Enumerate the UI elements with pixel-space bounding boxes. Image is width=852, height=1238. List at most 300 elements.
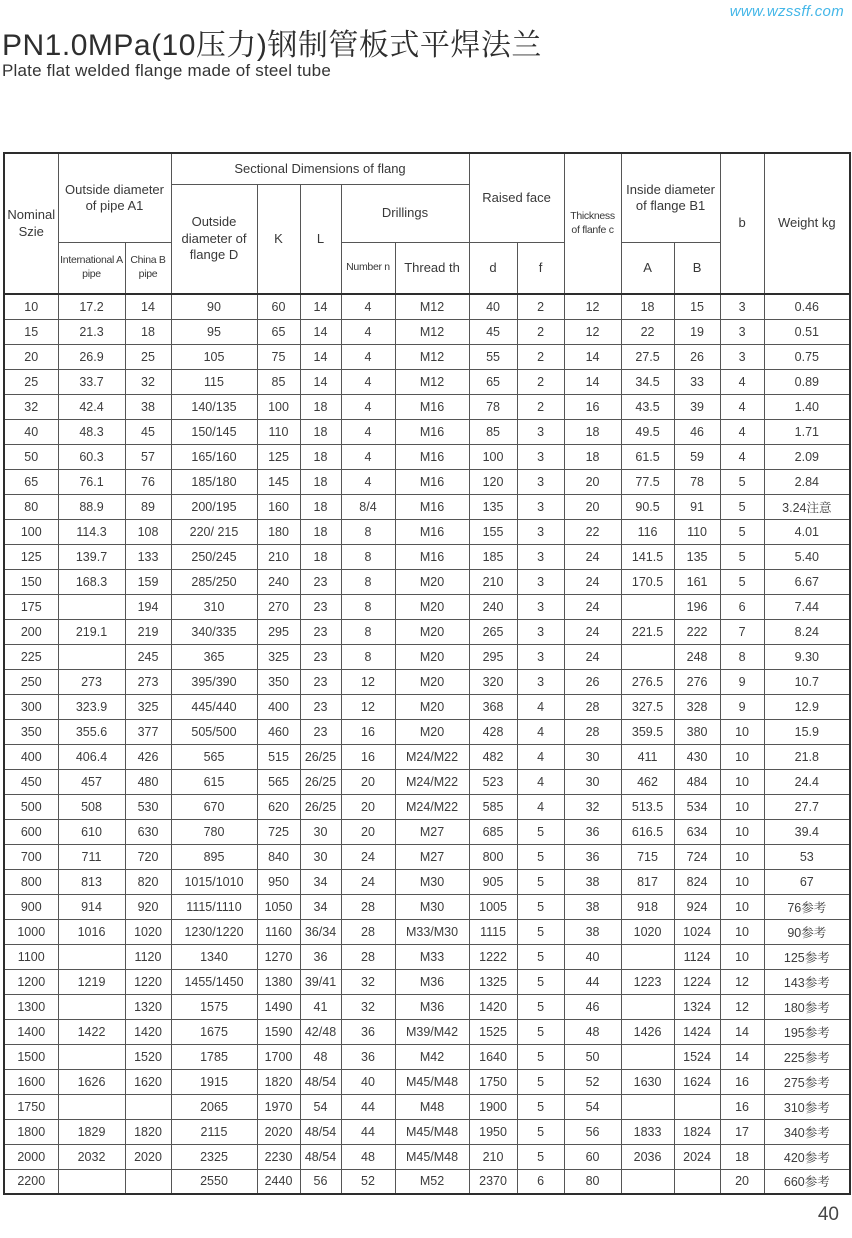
table-cell: 20 — [564, 469, 621, 494]
table-cell: 24 — [341, 869, 395, 894]
flange-spec-table — [3, 152, 851, 1195]
table-row — [4, 1119, 850, 1144]
table-row — [4, 744, 850, 769]
table-cell: 700 — [4, 844, 58, 869]
table-cell: 2230 — [257, 1144, 300, 1169]
table-cell: 33 — [674, 369, 720, 394]
table-cell: 135 — [469, 494, 517, 519]
table-cell: 159 — [125, 569, 171, 594]
table-cell: 14 — [720, 1019, 764, 1044]
table-cell: 0.75 — [764, 344, 850, 369]
table-cell: 30 — [300, 819, 341, 844]
table-cell: 44 — [341, 1119, 395, 1144]
table-cell: M20 — [395, 569, 469, 594]
table-cell: 18 — [300, 494, 341, 519]
table-cell: 1220 — [125, 969, 171, 994]
table-cell: 6.67 — [764, 569, 850, 594]
table-cell: 1115 — [469, 919, 517, 944]
table-cell: 428 — [469, 719, 517, 744]
table-cell: 25 — [4, 369, 58, 394]
table-cell: 116 — [621, 519, 674, 544]
table-cell: 3 — [517, 444, 564, 469]
table-cell: 219 — [125, 619, 171, 644]
table-cell: 1575 — [171, 994, 257, 1019]
table-cell: 16 — [720, 1094, 764, 1119]
table-row — [4, 994, 850, 1019]
table-cell: 38 — [564, 894, 621, 919]
table-cell: 46 — [674, 419, 720, 444]
table-cell: 1626 — [58, 1069, 125, 1094]
table-cell: 4 — [341, 444, 395, 469]
table-cell: 406.4 — [58, 744, 125, 769]
table-cell: 23 — [300, 594, 341, 619]
table-cell: 1000 — [4, 919, 58, 944]
table-cell: 273 — [125, 669, 171, 694]
table-cell: 50 — [564, 1044, 621, 1069]
table-cell: 14 — [564, 369, 621, 394]
table-cell: 89 — [125, 494, 171, 519]
table-cell: 950 — [257, 869, 300, 894]
table-cell: 368 — [469, 694, 517, 719]
table-cell: 2325 — [171, 1144, 257, 1169]
table-cell: 1750 — [4, 1094, 58, 1119]
table-cell: 1620 — [125, 1069, 171, 1094]
table-cell: M45/M48 — [395, 1144, 469, 1169]
table-cell: M48 — [395, 1094, 469, 1119]
table-cell: M16 — [395, 494, 469, 519]
table-cell: 150 — [4, 569, 58, 594]
table-cell: 1.71 — [764, 419, 850, 444]
table-cell: 10 — [720, 744, 764, 769]
table-cell: 4 — [517, 769, 564, 794]
table-cell: 18 — [300, 394, 341, 419]
table-cell: 240 — [469, 594, 517, 619]
table-cell: 77.5 — [621, 469, 674, 494]
table-cell: 285/250 — [171, 569, 257, 594]
table-cell: 6 — [517, 1169, 564, 1194]
table-cell: 1950 — [469, 1119, 517, 1144]
table-cell: 1900 — [469, 1094, 517, 1119]
table-cell: 20 — [720, 1169, 764, 1194]
table-cell: 1224 — [674, 969, 720, 994]
table-cell: 26 — [674, 344, 720, 369]
table-cell: 3 — [720, 344, 764, 369]
table-cell: 36 — [564, 819, 621, 844]
table-cell: 585 — [469, 794, 517, 819]
table-cell: 30 — [564, 744, 621, 769]
table-cell: 500 — [4, 794, 58, 819]
table-cell: 0.46 — [764, 294, 850, 319]
table-cell: 24 — [564, 644, 621, 669]
table-cell: 30 — [300, 844, 341, 869]
table-cell — [58, 644, 125, 669]
table-cell: 8 — [341, 569, 395, 594]
table-cell: 2032 — [58, 1144, 125, 1169]
table-row — [4, 1019, 850, 1044]
spec-table-body — [4, 294, 850, 1194]
table-cell: 1675 — [171, 1019, 257, 1044]
table-row — [4, 444, 850, 469]
table-cell: 175 — [4, 594, 58, 619]
table-cell: 270 — [257, 594, 300, 619]
table-cell: 219.1 — [58, 619, 125, 644]
col-header-outside-pipe-a1: Outside diameter of pipe A1 — [58, 153, 171, 242]
table-row — [4, 669, 850, 694]
table-cell: 1785 — [171, 1044, 257, 1069]
table-cell: 14 — [564, 344, 621, 369]
table-row — [4, 844, 850, 869]
table-cell: 48 — [341, 1144, 395, 1169]
table-cell: 3.24注意 — [764, 494, 850, 519]
table-cell: 28 — [564, 719, 621, 744]
table-cell: 36 — [341, 1019, 395, 1044]
table-cell: 10 — [720, 894, 764, 919]
table-cell: 505/500 — [171, 719, 257, 744]
table-cell: 18 — [621, 294, 674, 319]
table-cell: 310参考 — [764, 1094, 850, 1119]
table-cell: 22 — [621, 319, 674, 344]
table-cell: 60 — [257, 294, 300, 319]
website-watermark: www.wzssff.com — [729, 3, 844, 20]
table-cell: 45 — [469, 319, 517, 344]
table-cell: 4 — [341, 469, 395, 494]
table-cell — [621, 994, 674, 1019]
col-header-thread-th: Thread th — [395, 242, 469, 294]
table-cell: M16 — [395, 544, 469, 569]
table-cell: 26.9 — [58, 344, 125, 369]
table-cell: 905 — [469, 869, 517, 894]
table-cell: 248 — [674, 644, 720, 669]
table-cell: 462 — [621, 769, 674, 794]
table-cell: 76.1 — [58, 469, 125, 494]
table-cell: 670 — [171, 794, 257, 819]
table-cell: 52 — [341, 1169, 395, 1194]
table-cell: 240 — [257, 569, 300, 594]
table-cell: 426 — [125, 744, 171, 769]
table-cell: 14 — [300, 369, 341, 394]
table-cell: 59 — [674, 444, 720, 469]
table-cell: 49.5 — [621, 419, 674, 444]
table-cell: 141.5 — [621, 544, 674, 569]
table-cell: 14 — [720, 1044, 764, 1069]
table-cell: 1270 — [257, 944, 300, 969]
table-cell: 4 — [341, 369, 395, 394]
table-cell: 32 — [564, 794, 621, 819]
table-cell: 7.44 — [764, 594, 850, 619]
table-cell: 445/440 — [171, 694, 257, 719]
table-cell: M30 — [395, 894, 469, 919]
col-header-b-upper: B — [674, 242, 720, 294]
table-row — [4, 594, 850, 619]
table-cell: 40 — [564, 944, 621, 969]
table-cell: 60.3 — [58, 444, 125, 469]
table-cell: 21.3 — [58, 319, 125, 344]
table-cell: 78 — [674, 469, 720, 494]
table-cell: 328 — [674, 694, 720, 719]
table-cell: 3 — [720, 294, 764, 319]
table-cell: 5 — [517, 1144, 564, 1169]
table-cell: 660参考 — [764, 1169, 850, 1194]
table-cell: 78 — [469, 394, 517, 419]
table-cell: 18 — [300, 419, 341, 444]
table-cell: 7 — [720, 619, 764, 644]
table-cell: 23 — [300, 719, 341, 744]
table-cell: 85 — [469, 419, 517, 444]
table-cell: 3 — [517, 544, 564, 569]
table-cell: 100 — [257, 394, 300, 419]
table-cell: 22 — [564, 519, 621, 544]
table-cell: 2024 — [674, 1144, 720, 1169]
table-cell: 34 — [300, 869, 341, 894]
table-cell: 1455/1450 — [171, 969, 257, 994]
table-cell: 56 — [564, 1119, 621, 1144]
table-cell: 1833 — [621, 1119, 674, 1144]
table-cell: M27 — [395, 819, 469, 844]
table-cell: 222 — [674, 619, 720, 644]
table-cell: 26/25 — [300, 744, 341, 769]
table-cell: 565 — [171, 744, 257, 769]
table-cell: 3 — [720, 319, 764, 344]
table-cell: 715 — [621, 844, 674, 869]
table-cell: 380 — [674, 719, 720, 744]
table-cell: 10 — [720, 919, 764, 944]
table-cell: 1490 — [257, 994, 300, 1019]
table-cell: 145 — [257, 469, 300, 494]
table-cell: 0.89 — [764, 369, 850, 394]
table-cell: 1525 — [469, 1019, 517, 1044]
table-cell: 2 — [517, 294, 564, 319]
table-cell: 10 — [720, 719, 764, 744]
table-cell: 327.5 — [621, 694, 674, 719]
table-cell: 34 — [300, 894, 341, 919]
table-cell: 1520 — [125, 1044, 171, 1069]
table-cell: 105 — [171, 344, 257, 369]
table-cell: 25 — [125, 344, 171, 369]
table-cell: 5 — [720, 469, 764, 494]
table-cell: 276.5 — [621, 669, 674, 694]
table-cell: M27 — [395, 844, 469, 869]
table-row — [4, 819, 850, 844]
table-row — [4, 1169, 850, 1194]
table-cell: 2440 — [257, 1169, 300, 1194]
table-row — [4, 719, 850, 744]
table-cell: 170.5 — [621, 569, 674, 594]
table-cell: 32 — [125, 369, 171, 394]
col-header-raised-face: Raised face — [469, 153, 564, 242]
table-cell: 457 — [58, 769, 125, 794]
table-cell: 3 — [517, 594, 564, 619]
table-cell: 150/145 — [171, 419, 257, 444]
table-cell: 5 — [517, 894, 564, 919]
table-cell: 1024 — [674, 919, 720, 944]
table-cell: 143参考 — [764, 969, 850, 994]
table-cell: 1200 — [4, 969, 58, 994]
table-cell: 359.5 — [621, 719, 674, 744]
table-cell: 18 — [720, 1144, 764, 1169]
table-cell: 210 — [469, 569, 517, 594]
table-cell: 634 — [674, 819, 720, 844]
table-row — [4, 694, 850, 719]
table-cell: 3 — [517, 569, 564, 594]
table-cell: 2 — [517, 369, 564, 394]
table-cell: 250 — [4, 669, 58, 694]
table-cell: 325 — [257, 644, 300, 669]
table-cell: 3 — [517, 419, 564, 444]
table-cell: 10 — [720, 769, 764, 794]
table-cell: 2020 — [257, 1119, 300, 1144]
table-cell: 18 — [300, 469, 341, 494]
table-row — [4, 419, 850, 444]
table-cell: 5 — [720, 494, 764, 519]
table-cell: 26/25 — [300, 769, 341, 794]
table-cell: 90参考 — [764, 919, 850, 944]
table-cell — [58, 1169, 125, 1194]
table-row — [4, 569, 850, 594]
table-cell: 48/54 — [300, 1119, 341, 1144]
table-cell: 18 — [564, 444, 621, 469]
table-cell: 17 — [720, 1119, 764, 1144]
table-cell: 340/335 — [171, 619, 257, 644]
table-cell: 1829 — [58, 1119, 125, 1144]
table-row — [4, 794, 850, 819]
table-cell: 918 — [621, 894, 674, 919]
table-cell: 225 — [4, 644, 58, 669]
table-cell — [621, 594, 674, 619]
table-cell: 2.09 — [764, 444, 850, 469]
table-cell: 42/48 — [300, 1019, 341, 1044]
table-cell: 5 — [720, 569, 764, 594]
table-cell: 12 — [720, 969, 764, 994]
table-cell: 15.9 — [764, 719, 850, 744]
table-cell: M20 — [395, 594, 469, 619]
table-cell: 1300 — [4, 994, 58, 1019]
table-row — [4, 1144, 850, 1169]
table-cell: M12 — [395, 369, 469, 394]
table-row — [4, 644, 850, 669]
table-cell: 4 — [517, 794, 564, 819]
table-cell: 1015/1010 — [171, 869, 257, 894]
table-cell: 4 — [517, 744, 564, 769]
table-cell: 5 — [517, 869, 564, 894]
table-cell: 28 — [341, 894, 395, 919]
table-cell: 1115/1110 — [171, 894, 257, 919]
table-cell: 23 — [300, 569, 341, 594]
table-cell: M20 — [395, 619, 469, 644]
table-cell: 210 — [469, 1144, 517, 1169]
table-cell: 824 — [674, 869, 720, 894]
table-cell: 350 — [257, 669, 300, 694]
table-cell: M52 — [395, 1169, 469, 1194]
table-cell: 4 — [517, 694, 564, 719]
table-cell: 16 — [720, 1069, 764, 1094]
table-cell: 48.3 — [58, 419, 125, 444]
table-cell: 1424 — [674, 1019, 720, 1044]
table-cell: 565 — [257, 769, 300, 794]
table-cell: 12.9 — [764, 694, 850, 719]
col-header-inside-flange-b1: Inside diameter of flange B1 — [621, 153, 720, 242]
table-cell: 1380 — [257, 969, 300, 994]
table-cell: 32 — [341, 969, 395, 994]
table-cell: 411 — [621, 744, 674, 769]
table-cell: 1600 — [4, 1069, 58, 1094]
table-cell: 14 — [300, 294, 341, 319]
table-cell: 8.24 — [764, 619, 850, 644]
col-header-outside-flange-d: Outside diameter of flange D — [171, 184, 257, 294]
table-row — [4, 1044, 850, 1069]
table-cell: 20 — [564, 494, 621, 519]
table-cell: 1422 — [58, 1019, 125, 1044]
table-cell: M24/M22 — [395, 794, 469, 819]
table-cell: 2.84 — [764, 469, 850, 494]
table-cell: 26 — [564, 669, 621, 694]
table-cell: 800 — [4, 869, 58, 894]
table-cell: 200 — [4, 619, 58, 644]
table-cell: 1124 — [674, 944, 720, 969]
table-cell: 8 — [720, 644, 764, 669]
table-cell: 135 — [674, 544, 720, 569]
table-cell: M24/M22 — [395, 744, 469, 769]
table-cell: 10 — [720, 819, 764, 844]
table-cell: 168.3 — [58, 569, 125, 594]
table-cell: M33 — [395, 944, 469, 969]
table-row — [4, 894, 850, 919]
table-cell: 48/54 — [300, 1144, 341, 1169]
table-cell: 685 — [469, 819, 517, 844]
table-cell: 295 — [257, 619, 300, 644]
table-row — [4, 294, 850, 319]
table-cell: 40 — [341, 1069, 395, 1094]
table-cell: 36/34 — [300, 919, 341, 944]
table-cell: 1624 — [674, 1069, 720, 1094]
table-cell: 114.3 — [58, 519, 125, 544]
table-cell: 180 — [257, 519, 300, 544]
table-cell: 125 — [257, 444, 300, 469]
table-cell: 34.5 — [621, 369, 674, 394]
table-cell: 90 — [171, 294, 257, 319]
table-cell: 895 — [171, 844, 257, 869]
table-cell: 161 — [674, 569, 720, 594]
table-cell: 24 — [564, 569, 621, 594]
table-cell: 18 — [300, 444, 341, 469]
table-cell: 44 — [564, 969, 621, 994]
table-cell: 1005 — [469, 894, 517, 919]
table-cell: 1160 — [257, 919, 300, 944]
table-cell: 115 — [171, 369, 257, 394]
table-cell: 32 — [4, 394, 58, 419]
table-cell: 180参考 — [764, 994, 850, 1019]
table-cell: 110 — [257, 419, 300, 444]
table-cell: 420参考 — [764, 1144, 850, 1169]
table-cell: 2000 — [4, 1144, 58, 1169]
table-row — [4, 494, 850, 519]
table-cell: 57 — [125, 444, 171, 469]
table-cell — [125, 1094, 171, 1119]
table-cell: 534 — [674, 794, 720, 819]
table-cell: 221.5 — [621, 619, 674, 644]
table-cell: 620 — [257, 794, 300, 819]
table-row — [4, 319, 850, 344]
table-cell: 36 — [300, 944, 341, 969]
table-cell: 900 — [4, 894, 58, 919]
table-cell: M42 — [395, 1044, 469, 1069]
table-cell: 54 — [300, 1094, 341, 1119]
table-cell: 4 — [720, 394, 764, 419]
table-cell — [621, 944, 674, 969]
table-cell: 430 — [674, 744, 720, 769]
table-row — [4, 369, 850, 394]
table-cell — [621, 1094, 674, 1119]
col-header-number-n: Number n — [341, 242, 395, 294]
